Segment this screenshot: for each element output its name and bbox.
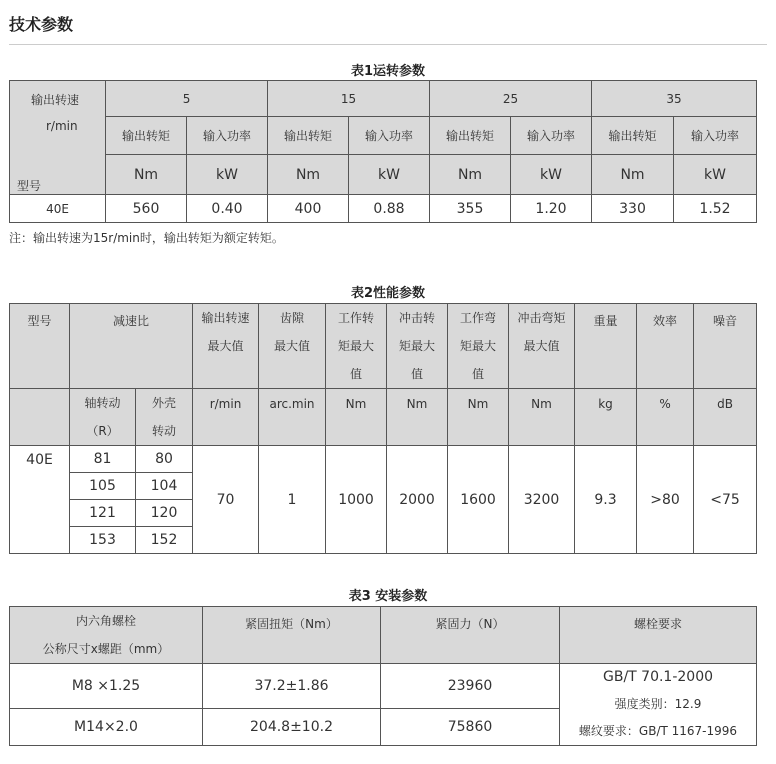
backlash-value: 1 bbox=[259, 446, 326, 554]
model-header-cont bbox=[10, 389, 70, 446]
torque-header: 输出转矩 bbox=[592, 117, 674, 155]
power-unit: kW bbox=[187, 155, 268, 195]
unit-working-torque: Nm bbox=[326, 389, 387, 446]
speed-header-5: 5 bbox=[106, 81, 268, 117]
page-title: 技术参数 bbox=[9, 15, 74, 34]
working-bending-value: 1600 bbox=[448, 446, 509, 554]
table3-caption: 表3 安装参数 bbox=[348, 589, 428, 604]
power-header: 输入功率 bbox=[187, 117, 268, 155]
value-cell: 0.88 bbox=[349, 195, 430, 223]
max-speed-value: 70 bbox=[193, 446, 259, 554]
backlash-header: 齿隙 最大值 bbox=[259, 304, 326, 389]
speed-header-label: 输出转速 bbox=[31, 93, 80, 107]
max-speed-header: 输出转速 最大值 bbox=[193, 304, 259, 389]
bolt-size-cell: M14×2.0 bbox=[10, 708, 203, 745]
table1-note: 注：输出转速为15r/min时，输出转矩为额定转矩。 bbox=[9, 231, 284, 245]
ratio-shaft-cell: 121 bbox=[70, 500, 136, 527]
torque-header: 输出转矩 bbox=[268, 117, 349, 155]
table2-caption: 表2性能参数 bbox=[350, 286, 426, 301]
bolt-requirement-cell bbox=[560, 664, 757, 746]
impact-torque-header: 冲击转 矩最大 值 bbox=[387, 304, 448, 389]
unit-weight: kg bbox=[575, 389, 637, 446]
torque-unit: Nm bbox=[592, 155, 674, 195]
noise-value: <75 bbox=[694, 446, 757, 554]
noise-header: 噪音 bbox=[694, 304, 757, 389]
unit-impact-torque: Nm bbox=[387, 389, 448, 446]
fastening-torque-cell: 204.8±10.2 bbox=[203, 708, 381, 745]
value-cell: 355 bbox=[430, 195, 511, 223]
value-cell: 330 bbox=[592, 195, 674, 223]
power-header: 输入功率 bbox=[349, 117, 430, 155]
bolt-standard-text: GB/T 70.1-2000 bbox=[602, 669, 714, 685]
strength-class-text: 强度类别：12.9 bbox=[614, 697, 702, 711]
efficiency-header: 效率 bbox=[637, 304, 694, 389]
table1-caption: 表1运转参数 bbox=[350, 64, 426, 79]
torque-unit: Nm bbox=[106, 155, 187, 195]
bolt-size-cell: M8 ×1.25 bbox=[10, 664, 203, 709]
ratio-shaft-cell: 105 bbox=[70, 473, 136, 500]
fastening-force-header: 紧固力（N） bbox=[381, 607, 560, 664]
bolt-size-header: 内六角螺栓 公称尺寸x螺距（mm） bbox=[10, 607, 203, 664]
housing-rotation-subheader: 外壳 转动 bbox=[136, 389, 193, 446]
power-header: 输入功率 bbox=[674, 117, 757, 155]
value-cell: 1.20 bbox=[511, 195, 592, 223]
unit-working-bending: Nm bbox=[448, 389, 509, 446]
speed-header-35: 35 bbox=[592, 81, 757, 117]
unit-backlash: arc.min bbox=[259, 389, 326, 446]
power-unit: kW bbox=[349, 155, 430, 195]
torque-unit: Nm bbox=[430, 155, 511, 195]
installation-params-table bbox=[9, 606, 757, 746]
working-bending-header: 工作弯 矩最大 值 bbox=[448, 304, 509, 389]
speed-unit-label: r/min bbox=[46, 119, 78, 133]
thread-requirement-text: 螺纹要求：GB/T 1167-1996 bbox=[578, 724, 738, 738]
speed-header-25: 25 bbox=[430, 81, 592, 117]
ratio-header: 减速比 bbox=[70, 304, 193, 389]
fastening-force-cell: 23960 bbox=[381, 664, 560, 709]
ratio-shaft-cell: 81 bbox=[70, 446, 136, 473]
ratio-housing-cell: 120 bbox=[136, 500, 193, 527]
bolt-requirement-header: 螺栓要求 bbox=[560, 607, 757, 664]
power-unit: kW bbox=[674, 155, 757, 195]
model-header-label: 型号 bbox=[17, 179, 42, 193]
torque-header: 输出转矩 bbox=[106, 117, 187, 155]
value-cell: 400 bbox=[268, 195, 349, 223]
value-cell: 0.40 bbox=[187, 195, 268, 223]
impact-torque-value: 2000 bbox=[387, 446, 448, 554]
efficiency-value: >80 bbox=[637, 446, 694, 554]
speed-header-15: 15 bbox=[268, 81, 430, 117]
impact-bending-value: 3200 bbox=[509, 446, 575, 554]
model-header: 型号 bbox=[10, 304, 70, 389]
speed-model-corner-cell bbox=[10, 81, 106, 195]
performance-params-table bbox=[9, 303, 757, 554]
torque-header: 输出转矩 bbox=[430, 117, 511, 155]
unit-speed: r/min bbox=[193, 389, 259, 446]
ratio-housing-cell: 104 bbox=[136, 473, 193, 500]
torque-unit: Nm bbox=[268, 155, 349, 195]
model-cell: 40E bbox=[10, 446, 70, 554]
power-header: 输入功率 bbox=[511, 117, 592, 155]
fastening-torque-header: 紧固扭矩（Nm） bbox=[203, 607, 381, 664]
ratio-housing-cell: 152 bbox=[136, 527, 193, 554]
ratio-shaft-cell: 153 bbox=[70, 527, 136, 554]
unit-impact-bending: Nm bbox=[509, 389, 575, 446]
working-torque-value: 1000 bbox=[326, 446, 387, 554]
operation-params-table bbox=[9, 80, 757, 223]
weight-header: 重量 bbox=[575, 304, 637, 389]
unit-noise: dB bbox=[694, 389, 757, 446]
value-cell: 560 bbox=[106, 195, 187, 223]
shaft-rotation-subheader: 轴转动 （R） bbox=[70, 389, 136, 446]
weight-value: 9.3 bbox=[575, 446, 637, 554]
impact-bending-header: 冲击弯矩 最大值 bbox=[509, 304, 575, 389]
unit-efficiency: % bbox=[637, 389, 694, 446]
power-unit: kW bbox=[511, 155, 592, 195]
value-cell: 1.52 bbox=[674, 195, 757, 223]
fastening-force-cell: 75860 bbox=[381, 708, 560, 745]
model-cell: 40E bbox=[10, 195, 106, 223]
working-torque-header: 工作转 矩最大 值 bbox=[326, 304, 387, 389]
title-divider bbox=[9, 44, 767, 45]
fastening-torque-cell: 37.2±1.86 bbox=[203, 664, 381, 709]
ratio-housing-cell: 80 bbox=[136, 446, 193, 473]
